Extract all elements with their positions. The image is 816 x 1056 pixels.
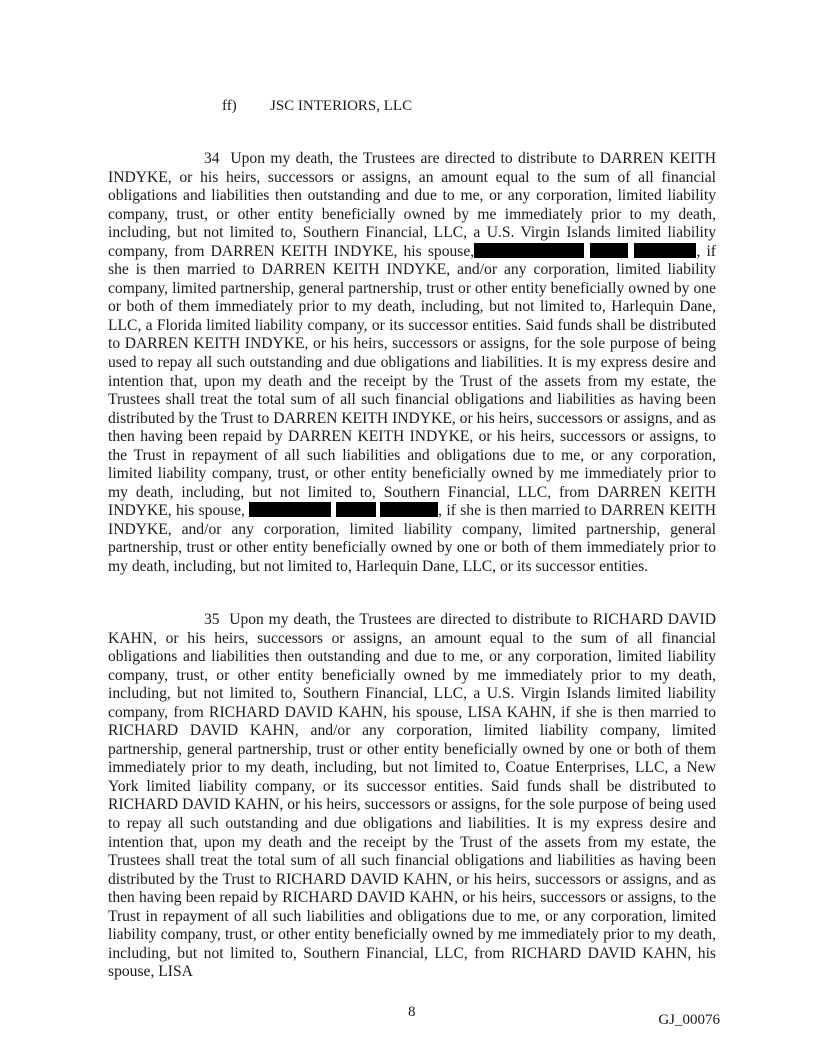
paragraph-34-text-part2: , if she is then married to DARREN KEITH INDYKE, and/or any corporation, limited liability company, limited partnership, general partnership, trust or other entity beneficially owned by one or both of them immediately prior to my death, including, but not limited to, Harlequin Dane, LLC, a Florida limited liability company, or its successor entities. Said funds shall be distributed to DARREN KEITH INDYKE, or his heirs, successors or assigns, for the sole purpose of being used to repay all such outstanding and due obligations and liabilities. It is my express desire and intention that, upon my death and the receipt by the Trust of the assets from my estate, the Trustees shall treat the total sum of all such financial obligations and liabilities as having been distributed by the Trust to DARREN KEITH INDYKE, or his heirs, successors or assigns, and as then having been repaid by DARREN KEITH INDYKE, or his heirs, successors or assigns, to the Trust in repayment of all such liabilities and obligations due to me, or any corporation, limited liability company, trust, or other entity beneficially owned by me immediately prior to my death, including, but not limited to, Southern Financial, LLC, from DARREN KEITH INDYKE, his spouse, bbox=[108, 242, 716, 520]
paragraph-34-text-part1: Upon my death, the Trustees are directed to distribute to DARREN KEITH INDYKE, or his heirs, successors or assigns, an amount equal to the sum of all financial obligations and liabilities then outstanding and due to me, or any corporation, limited liability company, trust, or other entity beneficially owned by me immediately prior to my death, including, but not limited to, Southern Financial, LLC, a U.S. Virgin Islands limited liability company, from DARREN KEITH INDYKE, his spouse, bbox=[108, 150, 717, 260]
paragraph-35 bbox=[108, 611, 716, 982]
paragraph-35-number: 35 bbox=[204, 611, 220, 628]
redaction-block bbox=[380, 502, 438, 517]
redaction-block bbox=[249, 502, 331, 517]
redaction-block bbox=[590, 243, 628, 258]
bates-number: GJ_00076 bbox=[658, 1012, 720, 1028]
paragraph-34-text-part3: , if she is then married to DARREN KEITH INDYKE, and/or any corporation, limited liability company, limited partnership, general partnership, trust or other entity beneficially owned by one or both of them immediately prior to my death, including, but not limited to, Harlequin Dane, LLC, or its successor entities. bbox=[108, 502, 716, 576]
section-heading-number: ff) bbox=[222, 98, 237, 114]
redaction-block bbox=[336, 502, 376, 517]
redaction-block bbox=[634, 243, 696, 258]
section-heading bbox=[222, 98, 412, 115]
redaction-block bbox=[474, 243, 584, 258]
paragraph-35-text: Upon my death, the Trustees are directed to distribute to RICHARD DAVID KAHN, or his heirs, successors or assigns, an amount equal to the sum of all financial obligations and liabilities then outstanding and due to me, or any corporation, limited liability company, trust, or other entity beneficially owned by me immediately prior to my death, including, but not limited to, Southern Financial, LLC, a U.S. Virgin Islands limited liability company, from RICHARD DAVID KAHN, his spouse, LISA KAHN, if she is then married to RICHARD DAVID KAHN, and/or any corporation, limited liability company, limited partnership, general partnership, trust or other entity beneficially owned by one or both of them immediately prior to my death, including, but not limited to, Coatue Enterprises, LLC, a New York limited liability company, or its successor entities. Said funds shall be distributed to RICHARD DAVID KAHN, or his heirs, successors or assigns, for the sole purpose of being used to repay all such outstanding and due obligations and liabilities. It is my express desire and intention that, upon my death and the receipt by the Trust of the assets from my estate, the Trustees shall treat the total sum of all such financial obligations and liabilities as having been distributed by the Trust to RICHARD DAVID KAHN, or his heirs, successors or assigns, and as then having been repaid by RICHARD DAVID KAHN, or his heirs, successors or assigns, to the Trust in repayment of all such liabilities and obligations due to me, or any corporation, limited liability company, trust, or other entity beneficially owned by me immediately prior to my death, including, but not limited to, Southern Financial, LLC, from RICHARD DAVID KAHN, his spouse, LISA bbox=[108, 611, 717, 981]
page-number: 8 bbox=[408, 1004, 416, 1020]
section-heading-title: JSC INTERIORS, LLC bbox=[270, 98, 413, 114]
paragraph-34 bbox=[108, 150, 716, 577]
paragraph-34-number: 34 bbox=[204, 150, 220, 167]
